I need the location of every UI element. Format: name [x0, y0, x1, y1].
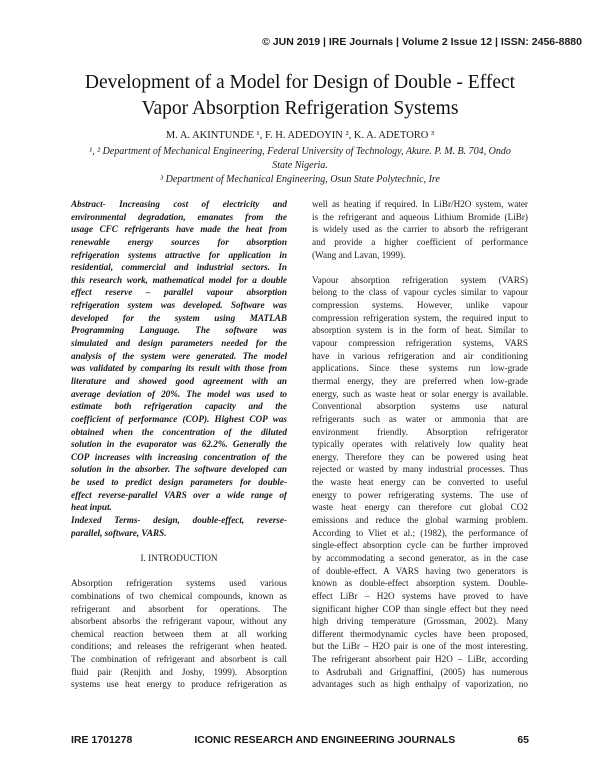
left-column — [71, 198, 287, 691]
left-column-line: combinations of two chemical compounds, known as — [71, 590, 287, 601]
affiliation-1-line-1: ¹, ² Department of Mechanical Engineering, Federal University of Technology, Akure. P. M. B. 704, Ondo — [89, 146, 511, 157]
right-column-line: typically operates with relatively low quality heat — [312, 439, 528, 450]
left-column-line: refrigeration systems attractive for application in — [71, 249, 287, 260]
left-column-line: Indexed Terms- design, double-effect, reverse- — [71, 515, 287, 526]
left-column-line: renewable energy sources for absorption — [71, 236, 287, 247]
left-column-line: literature and showed good agreement with an — [71, 375, 287, 386]
right-column-line: belong to the class of vapour cycles similar to vapour — [312, 287, 528, 298]
right-column-line: is widely used as the carrier to absorb the refrigerant — [312, 224, 528, 235]
right-column-line: energy, such as waste heat or solar energy is available. — [312, 388, 528, 399]
right-column-line: compression systems. However, unlike vapour — [312, 300, 528, 311]
left-column-line: refrigerant and absorbent for operations. The — [71, 603, 287, 614]
right-column-line: to Asdrubali and Grignaffini, (2005) has numerous — [312, 666, 528, 677]
right-column-line: of double-effect. A VARS having two generators is — [312, 565, 528, 576]
right-column-line: absorption system is in the form of heat. Similar to — [312, 325, 528, 336]
left-column-line: be used to predict design parameters for double- — [71, 477, 287, 488]
footer-page-number: 65 — [517, 734, 529, 746]
left-column-line: was validated by comparing its result with those from — [71, 363, 287, 374]
left-column-line: environmental degradation, emanates from the — [71, 211, 287, 222]
left-column-line: parallel, software, VARS. — [71, 527, 167, 538]
right-column-line: waste heat energy can therefore cut global CO2 — [312, 502, 528, 513]
right-column-line: refrigerants such as water or ammonia that are — [312, 413, 528, 424]
affiliation-1-line-2: State Nigeria. — [272, 160, 328, 171]
left-column-line: The combination of refrigerant and absorbent is call — [71, 654, 287, 665]
right-column-line: vapour compression refrigeration systems, VARS — [312, 338, 528, 349]
footer-journal-name: ICONIC RESEARCH AND ENGINEERING JOURNALS — [194, 734, 456, 746]
right-column-line: Vapour absorption refrigeration system (VARS) — [312, 274, 528, 285]
right-column-line — [312, 261, 528, 274]
right-column-line: different thermodynamic cycles have been proposed, — [312, 628, 528, 639]
right-column-line: emissions and reduce the global warming problem. — [312, 515, 528, 526]
affiliation-2: ³ Department of Mechanical Engineering, Osun State Polytechnic, Ire — [160, 174, 440, 185]
left-column-line: Programming Language. The software was — [71, 325, 287, 336]
right-column-line: compression refrigeration system, the required input to — [312, 312, 528, 323]
right-column-line: high driving temperature (Grossman, 2002). Many — [312, 616, 528, 627]
left-column-line: obtained when the concentration of the diluted — [71, 426, 287, 437]
left-column-line: chemical reaction between them at all working — [71, 628, 287, 639]
right-column-line: environment friendly. Absorption refrigerator — [312, 426, 528, 437]
left-column-line — [71, 539, 287, 552]
left-column-line: this research work, mathematical model for a double — [71, 274, 287, 285]
left-column-line: analysis of the system were generated. The model — [71, 350, 287, 361]
affiliation-1 — [60, 145, 540, 173]
left-column-line: fluid pair (Renjith and Joshy, 1999). Absorption — [71, 666, 287, 677]
left-column-line: heat input. — [71, 502, 112, 513]
left-column-line: Abstract- Increasing cost of electricity and — [71, 199, 287, 209]
footer-paper-id: IRE 1701278 — [71, 734, 133, 746]
right-column-line: is the refrigerant and aqueous Lithium Bromide (LiBr) — [312, 211, 528, 222]
right-column-line: but the LiBr – H2O pair is one of the most interesting. — [312, 641, 528, 652]
right-column — [312, 198, 528, 691]
right-column-line: single-effect absorption cycle can be further improved — [312, 540, 528, 551]
journal-header: © JUN 2019 | IRE Journals | Volume 2 Issue 12 | ISSN: 2456-8880 — [262, 36, 582, 48]
right-column-line: Conventional absorption systems use natural — [312, 401, 528, 412]
left-column-line: absorbent absorbs the refrigerant vapour, without any — [71, 616, 287, 627]
left-column-line: developed for the system using MATLAB — [71, 312, 287, 323]
author-list: M. A. AKINTUNDE ¹, F. H. ADEDOYIN ², K. A. ADETORO ³ — [165, 130, 435, 141]
title-line-2: Vapor Absorption Refrigeration Systems — [141, 98, 459, 119]
left-column-line: usage CFC refrigerants have made the heat from — [71, 224, 287, 235]
left-column-line: effect reserve – parallel vapour absorption — [71, 287, 287, 298]
right-column-line: by accommodating a second generator, as in the case — [312, 552, 528, 563]
right-column-line: significant higher COP than single effect but they need — [312, 603, 528, 614]
left-column-line: coefficient of performance (COP). Highest COP was — [71, 413, 287, 424]
title-line-1: Development of a Model for Design of Double - Effect — [84, 72, 516, 93]
left-column-line: systems use heat energy to produce refrigeration as — [71, 679, 287, 690]
left-column-line — [71, 565, 287, 578]
right-column-line: According to Vliet et al.; (1982), the performance of — [312, 527, 528, 538]
right-column-line: have in various refrigeration and air conditioning — [312, 350, 528, 361]
left-column-line: average deviation of 20%. The model was used to — [71, 388, 287, 399]
right-column-line: effect LiBr – H2O systems have proved to have — [312, 590, 528, 601]
left-column-line: conditions; and releases the refrigerant when heated. — [71, 641, 287, 652]
left-column-line: simulated and design parameters needed for the — [71, 338, 287, 349]
left-column-line: residential, commercial and industrial sectors. In — [71, 262, 287, 273]
right-column-line: well as heating if required. In LiBr/H2O system, water — [312, 199, 528, 209]
left-column-line: Absorption refrigeration systems used various — [71, 578, 287, 589]
right-column-line: energy. Therefore they can be powered using heat — [312, 451, 528, 462]
left-column-line: effect reverse-parallel VARS over a wide range of — [71, 489, 287, 500]
left-column-line: solution in the absorber. The software developed can — [71, 464, 287, 475]
right-column-line: (Wang and Lavan, 1999). — [312, 249, 406, 260]
right-column-line: applications. Since these systems run low-grade — [312, 363, 528, 374]
left-column-line: refrigeration system was developed. Software was — [71, 300, 287, 311]
paper-title — [40, 70, 560, 122]
page-footer — [71, 734, 529, 746]
right-column-line: advantages such as high enthalpy of vaporization, no — [312, 679, 528, 690]
left-column-line: COP increases with increasing concentration of the — [71, 451, 287, 462]
left-column-line: I. INTRODUCTION — [140, 552, 218, 563]
right-column-line: and provide a higher coefficient of performance — [312, 236, 528, 247]
right-column-line: known as double-effect absorption system. Double- — [312, 578, 528, 589]
right-column-line: the waste heat energy can be converted to useful — [312, 477, 528, 488]
right-column-line: rejected or wasted by many industrial processes. Thus — [312, 464, 528, 475]
left-column-line: solution in the evaporator was 62.2%. Generally the — [71, 439, 287, 450]
right-column-line: thermal energy, they are preferred when low-grade — [312, 375, 528, 386]
right-column-line: The refrigerant absorbent pair H2O – LiBr, according — [312, 654, 528, 665]
left-column-line: estimate both refrigeration capacity and the — [71, 401, 287, 412]
right-column-line: energy to power refrigerating systems. The use of — [312, 489, 528, 500]
